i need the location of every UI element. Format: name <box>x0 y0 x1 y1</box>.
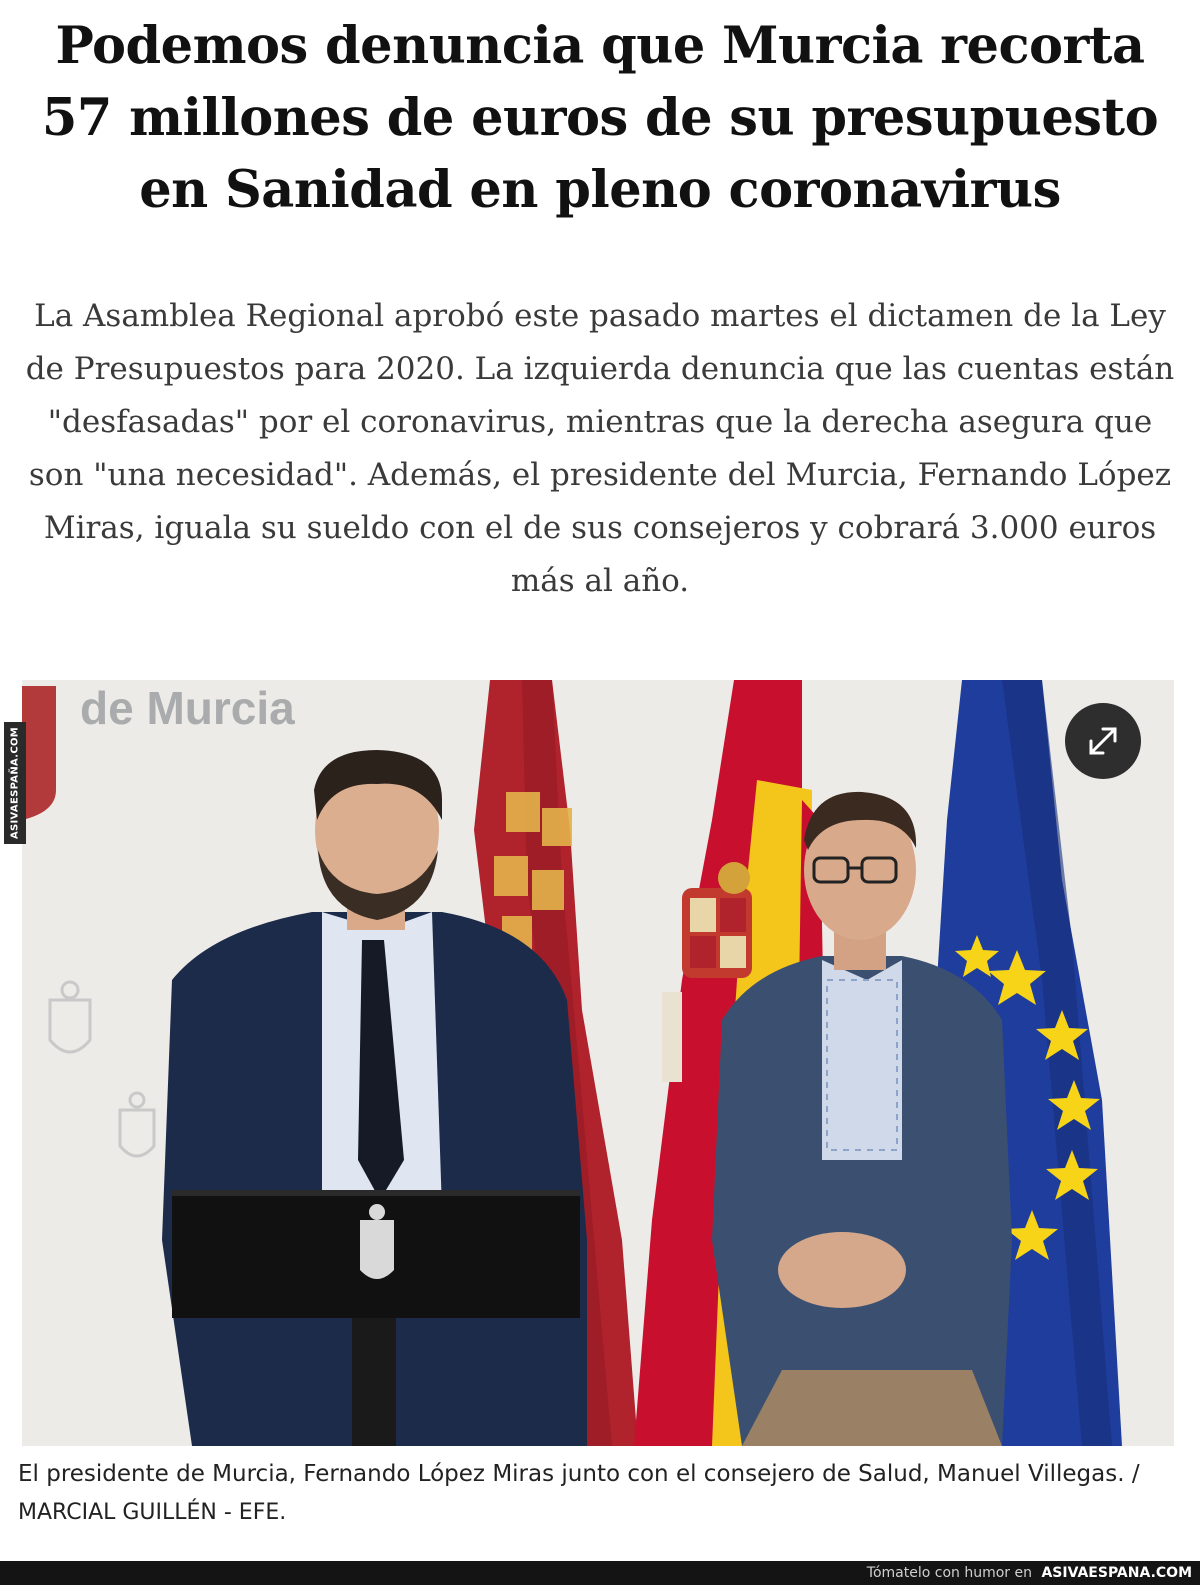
footer-watermark-bar <box>0 1561 1200 1585</box>
side-watermark-text: ASIVAESPAÑA.COM <box>9 726 21 840</box>
article-subtitle: La Asamblea Regional aprobó este pasado martes el dictamen de la Ley de Presupuestos para 2020. La izquierda denuncia que las cuentas están "desfasadas" por el coronavirus, mientras que la derecha asegura que son "una necesidad". Además, el presidente del Murcia, Fernando López Miras, iguala su sueldo con el de sus consejeros y cobrará 3.000 euros más al año. <box>25 298 1175 599</box>
expand-photo-button[interactable] <box>1065 703 1141 779</box>
backdrop-text: de Murcia <box>80 682 295 734</box>
caption-credit: MARCIAL GUILLÉN - EFE. <box>18 1500 287 1525</box>
lectern-crest <box>360 1220 394 1279</box>
caption-text: El presidente de Murcia, Fernando López Miras junto con el consejero de Salud, Manuel Villegas. / <box>18 1461 1140 1487</box>
footer-watermark <box>867 1565 1192 1581</box>
footer-brand-link[interactable]: ASIVAESPANA.COM <box>1041 1565 1192 1581</box>
side-watermark <box>4 722 26 844</box>
photo-scene <box>22 680 1174 1446</box>
expand-arrows-icon <box>1083 721 1123 761</box>
footer-prefix: Tómatelo con humor en <box>866 1565 1032 1581</box>
article-headline: Podemos denuncia que Murcia recorta 57 millones de euros de su presupuesto en Sanidad en pleno coronavirus <box>41 16 1159 220</box>
backdrop-emblem <box>22 686 56 820</box>
photo-caption <box>18 1455 1178 1532</box>
article-photo <box>22 680 1174 1446</box>
